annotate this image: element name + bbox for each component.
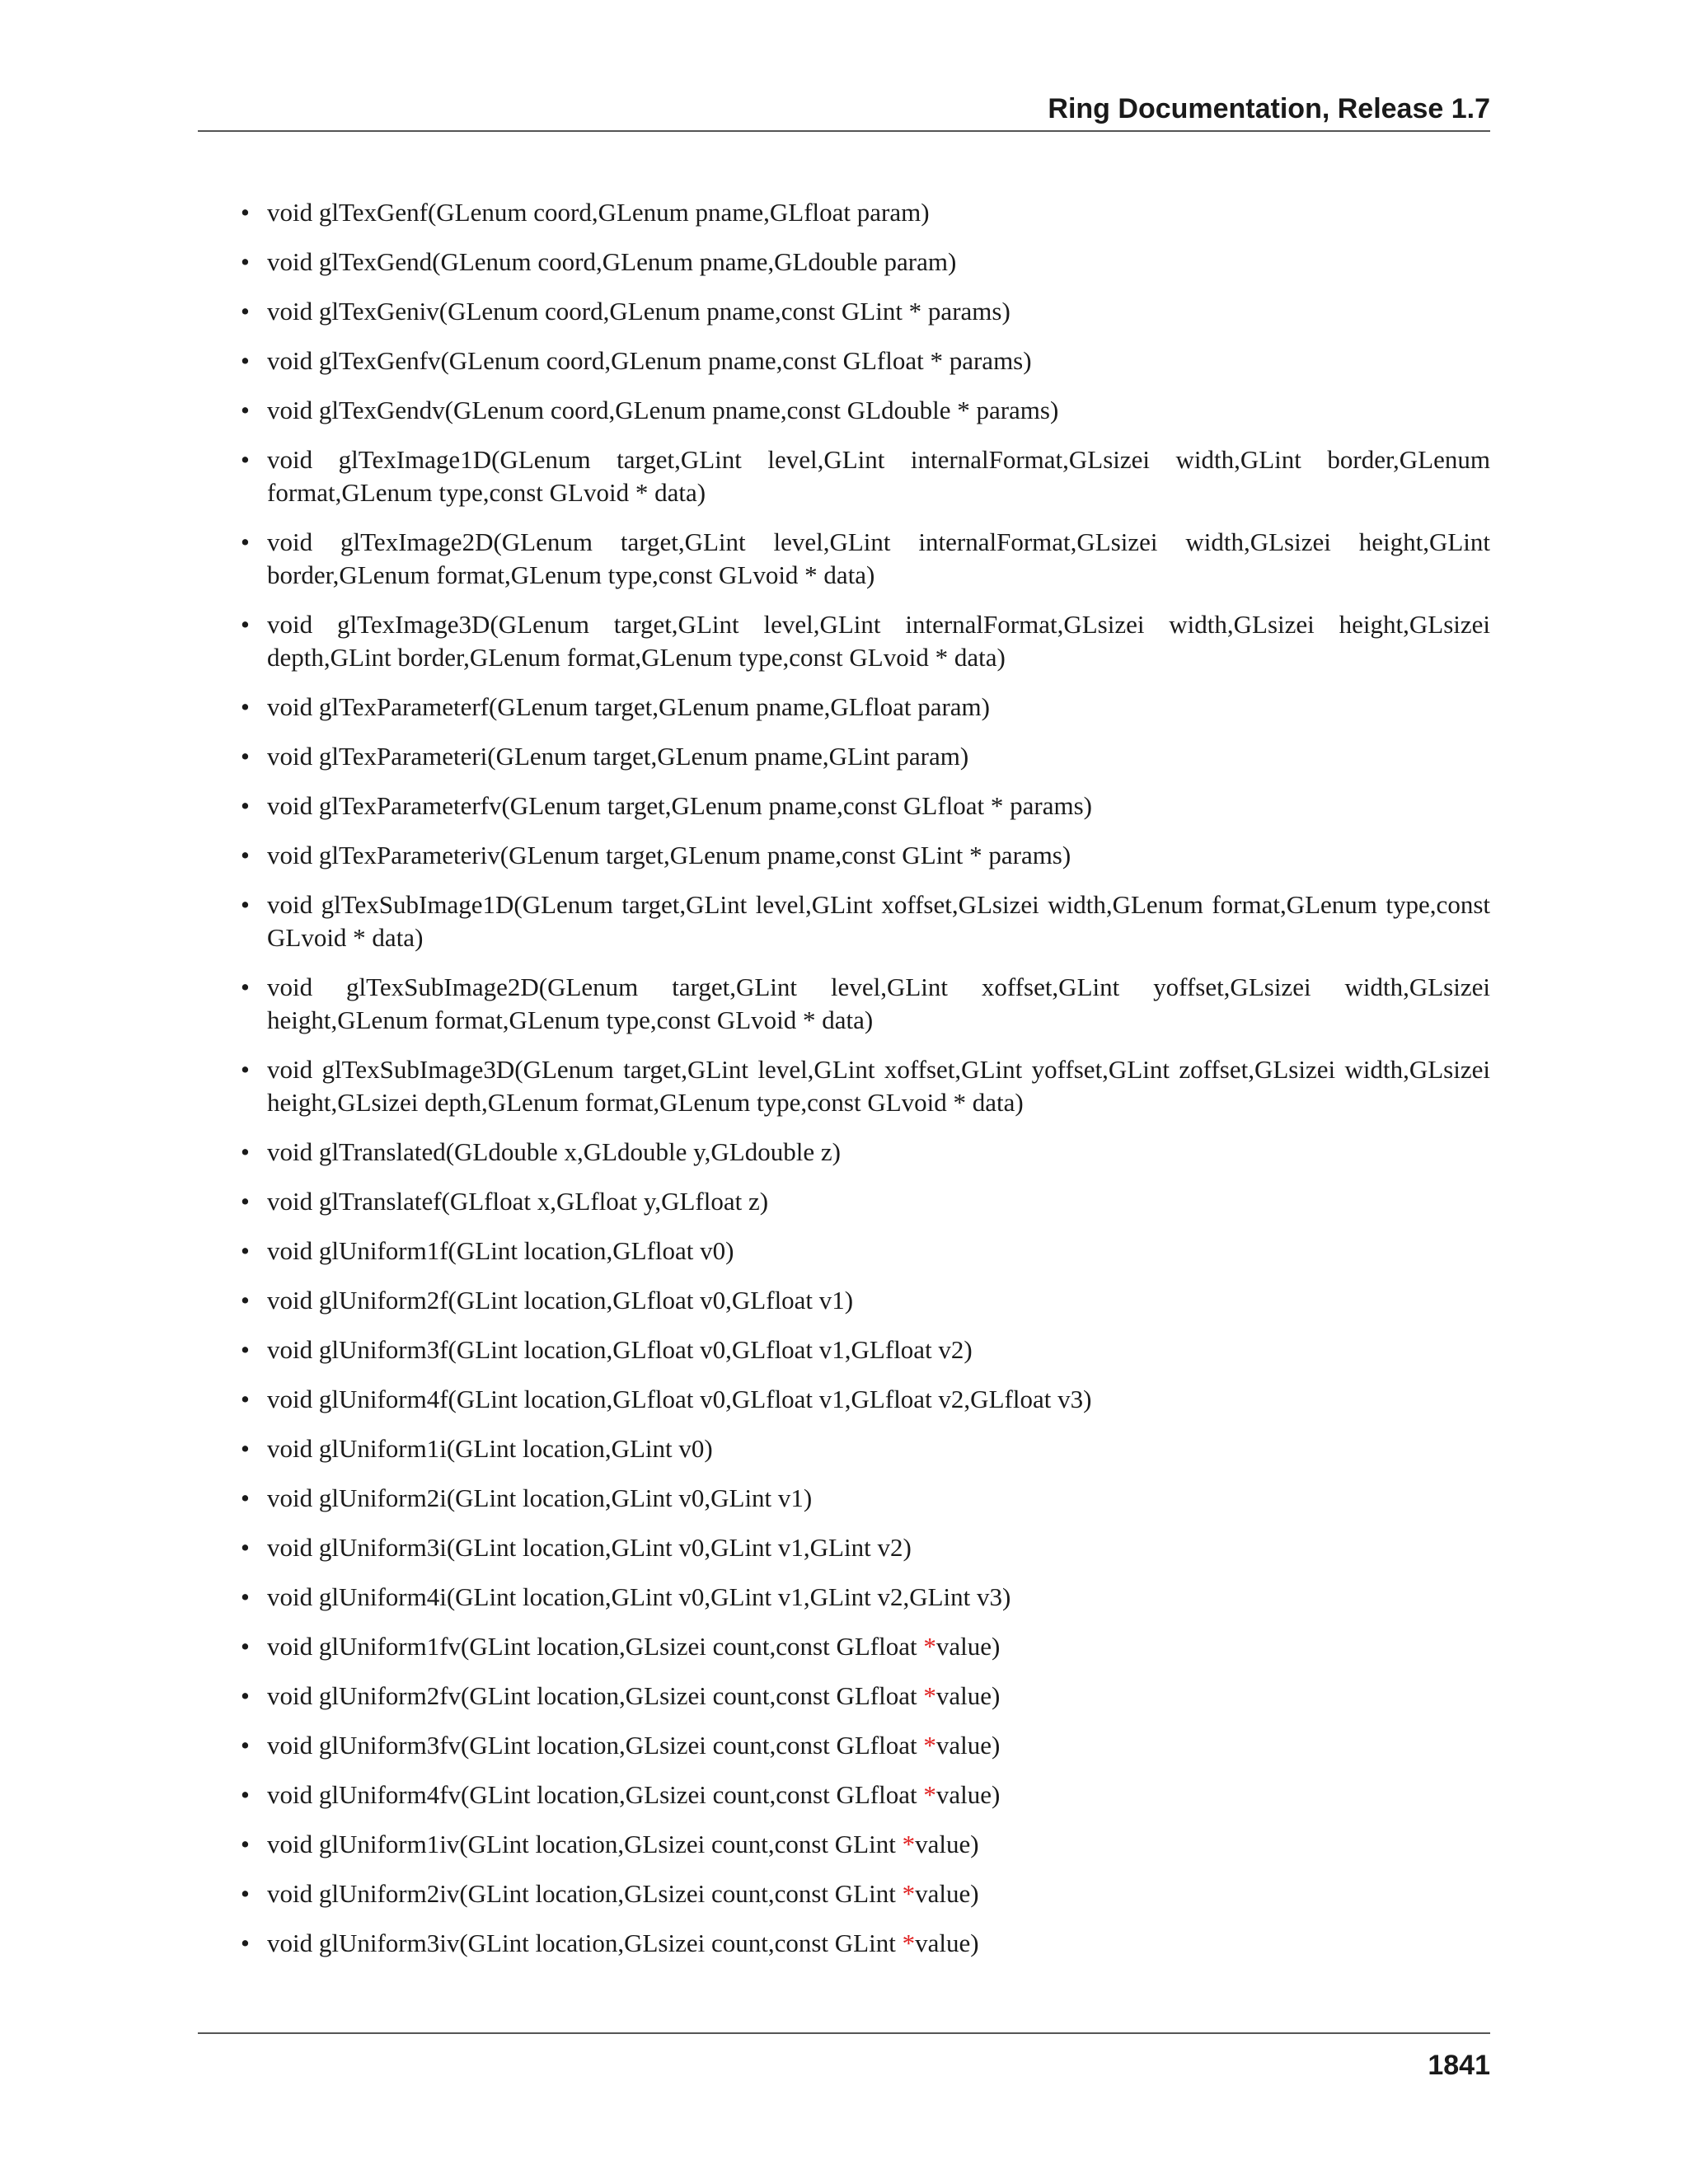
list-item — [241, 443, 1490, 509]
function-signature: void glTranslated(GLdouble x,GLdouble y,GLdouble z) — [267, 1137, 841, 1166]
function-signature: void glTexGend(GLenum coord,GLenum pname,GLdouble param) — [267, 247, 957, 276]
function-signature-tail: value) — [915, 1830, 979, 1858]
list-item — [241, 1531, 1490, 1564]
function-signature: void glTexImage3D(GLenum target,GLint level,GLint internalFormat,GLsizei width,GLsizei height,GLsizei depth,GLint border,GLenum format,GLenum type,const GLvoid * data) — [267, 610, 1490, 672]
function-signature: void glUniform3iv(GLint location,GLsizei count,const GLint — [267, 1929, 903, 1957]
bullet-icon: • — [241, 890, 250, 919]
bullet-icon: • — [241, 198, 250, 227]
function-signature-tail: value) — [935, 1780, 1001, 1809]
bullet-icon: • — [241, 346, 250, 375]
function-signature-tail: value) — [935, 1632, 1001, 1661]
function-signature-tail: value) — [915, 1879, 979, 1908]
bullet-icon: • — [241, 742, 250, 771]
document-title: Ring Documentation, Release 1.7 — [1048, 93, 1490, 124]
list-item — [241, 1333, 1490, 1366]
function-signature: void glTranslatef(GLfloat x,GLfloat y,GLfloat z) — [267, 1187, 769, 1216]
bullet-icon: • — [241, 527, 250, 556]
list-item — [241, 196, 1490, 229]
function-signature: void glTexImage2D(GLenum target,GLint level,GLint internalFormat,GLsizei width,GLsizei height,GLint border,GLenum format,GLenum type,const GLvoid * data) — [267, 527, 1490, 589]
bullet-icon: • — [241, 1055, 250, 1084]
bullet-icon: • — [241, 1483, 250, 1512]
bullet-icon: • — [241, 791, 250, 820]
function-signature: void glUniform2iv(GLint location,GLsizei count,const GLint — [267, 1879, 903, 1908]
page-content — [241, 196, 1490, 1976]
bullet-icon: • — [241, 1780, 250, 1809]
bullet-icon: • — [241, 247, 250, 276]
list-item — [241, 888, 1490, 954]
list-item — [241, 394, 1490, 427]
bullet-icon: • — [241, 610, 250, 639]
list-item — [241, 1284, 1490, 1317]
pointer-star: * — [923, 1731, 936, 1760]
function-signature: void glUniform3i(GLint location,GLint v0,GLint v1,GLint v2) — [267, 1533, 912, 1562]
function-signature: void glUniform3fv(GLint location,GLsizei count,const GLfloat — [267, 1731, 924, 1760]
bullet-icon: • — [241, 692, 250, 721]
function-signature: void glUniform4i(GLint location,GLint v0,GLint v1,GLint v2,GLint v3) — [267, 1582, 1011, 1611]
function-signature: void glUniform2fv(GLint location,GLsizei count,const GLfloat — [267, 1681, 924, 1710]
bullet-icon: • — [241, 1137, 250, 1166]
function-signature: void glTexSubImage3D(GLenum target,GLint level,GLint xoffset,GLint yoffset,GLint zoffset,GLsizei width,GLsizei height,GLsizei depth,GLenum format,GLenum type,const GLvoid * data) — [267, 1055, 1490, 1117]
page-footer — [198, 2032, 1490, 2081]
bullet-icon: • — [241, 841, 250, 869]
function-signature: void glTexGendv(GLenum coord,GLenum pname,const GLdouble * params) — [267, 396, 1059, 424]
function-signature: void glTexSubImage1D(GLenum target,GLint level,GLint xoffset,GLsizei width,GLenum format,GLenum type,const GLvoid * data) — [267, 890, 1490, 952]
bullet-icon: • — [241, 1879, 250, 1908]
list-item — [241, 1136, 1490, 1169]
function-signature: void glTexParameterf(GLenum target,GLenum pname,GLfloat param) — [267, 692, 990, 721]
bullet-icon: • — [241, 1632, 250, 1661]
function-signature: void glTexParameteri(GLenum target,GLenum pname,GLint param) — [267, 742, 969, 771]
list-item — [241, 1185, 1490, 1218]
function-signature-tail: value) — [915, 1929, 979, 1957]
list-item — [241, 1581, 1490, 1614]
page-number: 1841 — [1428, 2050, 1490, 2081]
list-item — [241, 790, 1490, 823]
function-signature-tail: value) — [935, 1731, 1001, 1760]
function-signature: void glUniform1iv(GLint location,GLsizei count,const GLint — [267, 1830, 903, 1858]
list-item — [241, 1482, 1490, 1515]
list-item — [241, 1828, 1490, 1861]
bullet-icon: • — [241, 1236, 250, 1265]
list-item — [241, 1383, 1490, 1416]
list-item — [241, 1779, 1490, 1811]
pointer-star: * — [902, 1879, 916, 1908]
function-signature: void glTexGeniv(GLenum coord,GLenum pname,const GLint * params) — [267, 297, 1010, 326]
list-item — [241, 691, 1490, 724]
pointer-star: * — [923, 1632, 936, 1661]
list-item — [241, 1927, 1490, 1960]
list-item — [241, 295, 1490, 328]
function-signature: void glTexImage1D(GLenum target,GLint level,GLint internalFormat,GLsizei width,GLint border,GLenum format,GLenum type,const GLvoid * data) — [267, 445, 1490, 507]
bullet-icon: • — [241, 1286, 250, 1315]
function-signature: void glTexParameteriv(GLenum target,GLenum pname,const GLint * params) — [267, 841, 1071, 869]
function-signature: void glUniform2i(GLint location,GLint v0,GLint v1) — [267, 1483, 813, 1512]
function-signature: void glTexSubImage2D(GLenum target,GLint level,GLint xoffset,GLint yoffset,GLsizei width,GLsizei height,GLenum format,GLenum type,const GLvoid * data) — [267, 972, 1490, 1034]
list-item — [241, 1235, 1490, 1268]
bullet-icon: • — [241, 396, 250, 424]
bullet-icon: • — [241, 1385, 250, 1413]
function-signature: void glUniform2f(GLint location,GLfloat v0,GLfloat v1) — [267, 1286, 854, 1315]
bullet-icon: • — [241, 1335, 250, 1364]
bullet-icon: • — [241, 1929, 250, 1957]
function-signature: void glUniform1f(GLint location,GLfloat v0) — [267, 1236, 734, 1265]
bullet-icon: • — [241, 1187, 250, 1216]
function-signature: void glTexGenfv(GLenum coord,GLenum pname,const GLfloat * params) — [267, 346, 1032, 375]
pointer-star: * — [902, 1929, 916, 1957]
function-signature: void glUniform4f(GLint location,GLfloat v0,GLfloat v1,GLfloat v2,GLfloat v3) — [267, 1385, 1092, 1413]
function-signature: void glUniform1i(GLint location,GLint v0) — [267, 1434, 713, 1463]
bullet-icon: • — [241, 1434, 250, 1463]
bullet-icon: • — [241, 972, 250, 1001]
bullet-icon: • — [241, 297, 250, 326]
list-item — [241, 740, 1490, 773]
list-item — [241, 344, 1490, 377]
list-item — [241, 1680, 1490, 1713]
function-signature: void glTexParameterfv(GLenum target,GLenum pname,const GLfloat * params) — [267, 791, 1092, 820]
list-item — [241, 1630, 1490, 1663]
pointer-star: * — [923, 1681, 936, 1710]
bullet-icon: • — [241, 1582, 250, 1611]
function-signature: void glUniform3f(GLint location,GLfloat v0,GLfloat v1,GLfloat v2) — [267, 1335, 973, 1364]
bullet-icon: • — [241, 1731, 250, 1760]
list-item — [241, 839, 1490, 872]
function-signature: void glTexGenf(GLenum coord,GLenum pname,GLfloat param) — [267, 198, 930, 227]
function-signature-tail: value) — [935, 1681, 1001, 1710]
page-header — [198, 91, 1490, 132]
list-item — [241, 1877, 1490, 1910]
bullet-icon: • — [241, 445, 250, 474]
pointer-star: * — [902, 1830, 916, 1858]
bullet-icon: • — [241, 1533, 250, 1562]
list-item — [241, 971, 1490, 1037]
function-list — [241, 196, 1490, 1960]
bullet-icon: • — [241, 1681, 250, 1710]
list-item — [241, 1729, 1490, 1762]
list-item — [241, 608, 1490, 674]
list-item — [241, 526, 1490, 592]
list-item — [241, 1432, 1490, 1465]
pointer-star: * — [923, 1780, 936, 1809]
function-signature: void glUniform1fv(GLint location,GLsizei count,const GLfloat — [267, 1632, 924, 1661]
list-item — [241, 1053, 1490, 1119]
list-item — [241, 246, 1490, 279]
bullet-icon: • — [241, 1830, 250, 1858]
function-signature: void glUniform4fv(GLint location,GLsizei count,const GLfloat — [267, 1780, 924, 1809]
